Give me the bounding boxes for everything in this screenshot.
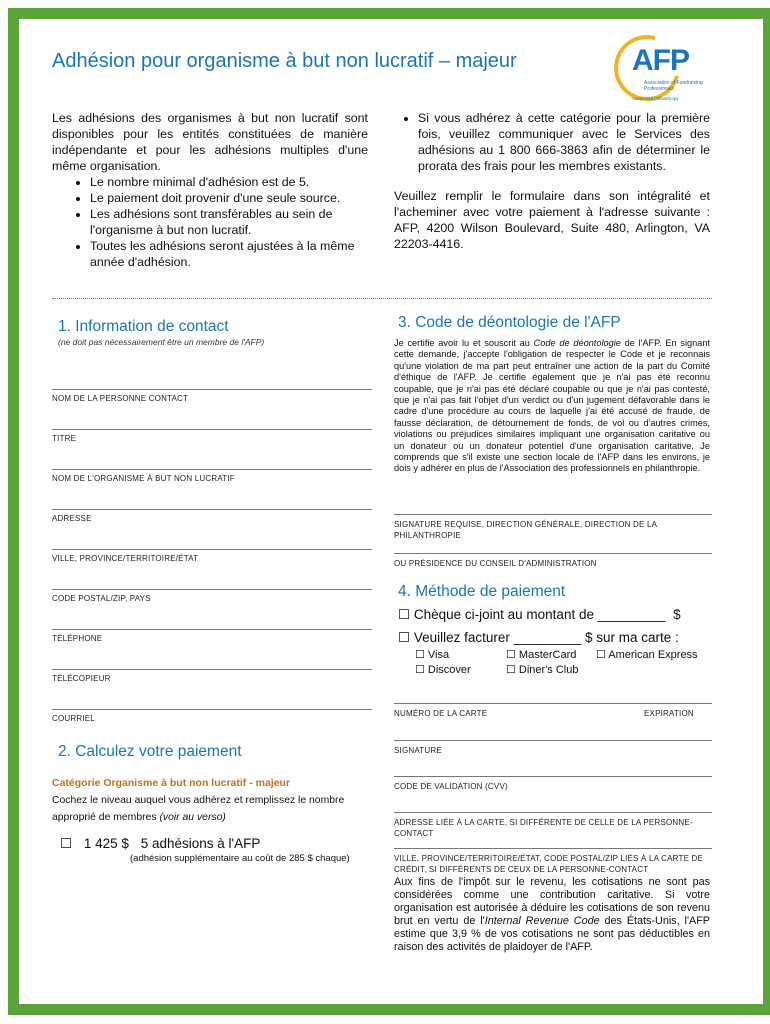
card-diners[interactable]: ☐ Diner's Club xyxy=(506,664,579,676)
intro-right-bullet: • Si vous adhérez à cette catégorie pour la première fois, veuillez communiquer avec le Services des adhésions au 1 800 666-3863 afin de déterminer le prorata des frais pour les membres existants. xyxy=(418,110,710,174)
intro-bullet: • Toutes les adhésions seront ajustées à la même année d'adhésion. xyxy=(90,238,368,270)
section-divider xyxy=(52,298,712,299)
ethics-text xyxy=(394,338,710,475)
intro-right-paragraph: Veuillez remplir le formulaire dans son intégralité et l'acheminer avec votre paiement à l'adresse suivante : AFP, 4200 Wilson Boulevard, Suite 480, Arlington, VA 22203-4416. xyxy=(394,189,710,251)
fax-field[interactable]: TÉLÉCOPIEUR xyxy=(52,669,372,683)
intro-paragraph: Les adhésions des organismes à but non lucratif sont disponibles pour les entités constituées de manière indépendante et pour les adhésions multiples d'une même organisation. xyxy=(52,111,368,173)
signature-required-field[interactable]: SIGNATURE REQUISE, DIRECTION GÉNÉRALE, DIRECTION DE LA PHILANTHROPIE xyxy=(394,514,712,541)
title-field[interactable]: TITRE xyxy=(52,429,372,443)
card-visa[interactable]: ☐ Visa xyxy=(415,649,450,661)
city-field[interactable]: VILLE, PROVINCE/TERRITOIRE/ÉTAT xyxy=(52,549,372,563)
section2-title: 2. Calculez votre paiement xyxy=(58,743,242,760)
expiration-label: EXPIRATION xyxy=(644,709,694,718)
postal-code-field[interactable]: CODE POSTAL/ZIP, PAYS xyxy=(52,589,372,603)
section4-title: 4. Méthode de paiement xyxy=(398,583,566,600)
card-city-field[interactable]: VILLE, PROVINCE/TERRITOIRE/ÉTAT, CODE POSTAL/ZIP LIÉS À LA CARTE DE CRÉDIT, SI DIFFÉRENTS DE CEUX DE LA PERSONNE-CONTACT xyxy=(394,848,712,875)
invoice-blank[interactable]: _________ xyxy=(513,630,582,645)
intro-bullet: • Le paiement doit provenir d'une seule source. xyxy=(90,190,368,206)
invoice-after: $ sur ma carte : xyxy=(585,630,679,645)
section3-title: 3. Code de déontologie de l'AFP xyxy=(398,314,621,331)
tax-note xyxy=(394,876,710,954)
intro-bullet: • Les adhésions sont transférables au sein de l'organisme à but non lucratif. xyxy=(90,206,368,238)
price-option[interactable] xyxy=(52,836,260,852)
phone-field[interactable]: TÉLÉPHONE xyxy=(52,629,372,643)
cheque-label[interactable]: ☐ Chèque ci-joint au montant de xyxy=(398,607,594,622)
contact-name-field[interactable]: NOM DE LA PERSONNE CONTACT xyxy=(52,389,372,403)
invoice-label[interactable]: ☐ Veuillez facturer xyxy=(398,630,510,645)
cheque-option[interactable] xyxy=(398,607,681,623)
card-mastercard[interactable]: ☐ MasterCard xyxy=(506,649,577,661)
email-field[interactable]: COURRIEL xyxy=(52,709,372,723)
card-signature-field[interactable]: SIGNATURE xyxy=(394,740,712,756)
organization-field[interactable]: NOM DE L'ORGANISME À BUT NON LUCRATIF xyxy=(52,469,372,483)
price-note: (adhésion supplémentaire au coût de 285 $ chaque) xyxy=(130,853,350,864)
section1-title: 1. Information de contact xyxy=(58,318,229,335)
intro-left xyxy=(52,110,368,270)
tax-after: des États-Unis, l'AFP estime que 3,9 % de vos cotisations ne sont pas déductibles en raison des activités de plaidoyer de l'AFP. xyxy=(394,915,711,953)
ethics-text-before: Je certifie avoir lu et souscrit au xyxy=(394,338,534,348)
price-amount: 1 425 $ xyxy=(83,836,129,851)
cheque-unit: $ xyxy=(673,607,681,622)
intro-right-bullets xyxy=(394,110,710,174)
afp-logo xyxy=(612,30,712,110)
logo-subtitle: Association of Fundraising Professionals xyxy=(644,80,703,92)
ethics-code-italic: Code de déontologie xyxy=(533,338,621,348)
invoice-option[interactable] xyxy=(398,630,679,646)
intro-bullet: • Le nombre minimal d'adhésion est de 5. xyxy=(90,174,368,190)
cvv-field[interactable]: CODE DE VALIDATION (CVV) xyxy=(394,776,712,792)
presidency-field[interactable]: OU PRÉSIDENCE DU CONSEIL D'ADMINISTRATION xyxy=(394,553,712,569)
price-label: 5 adhésions à l'AFP xyxy=(140,836,261,851)
intro-right xyxy=(394,110,710,252)
page-title: Adhésion pour organisme à but non lucratif – majeur xyxy=(52,50,517,72)
intro-bullets xyxy=(52,174,368,270)
instruction-text: Cochez le niveau auquel vous adhérez et remplissez le nombre approprié de membres xyxy=(52,795,345,823)
logo-tagline: Advancing philanthropy xyxy=(632,96,679,101)
logo-text: AFP xyxy=(632,44,689,77)
section1-note: (ne doit pas nécessairement être un membre de l'AFP) xyxy=(58,337,265,347)
tax-before: Aux fins de l'impôt sur le revenu, les cotisations ne sont pas considérées comme une contribution caritative. Si votre organisation est autorisée à déduire les cotisations de son revenu brut en vertu de l' xyxy=(394,876,710,927)
ethics-text-after: de l'AFP. En signant cette demande, j'accepte l'obligation de respecter le Code et je reconnais qu'une violation de ma part peut entraîner une action de la part du Comité d'éthique de l'AFP. Je certifie également que je n'ai pas été reconnu coupable, que je n'ai pas été déclaré coupable ou que je n'ai pas contesté, que je n'ai pas fait l'objet d'un verdict ou d'un jugement défavorable dans le cadre d'une procédure au cours de laquelle j'ai été accusé de fraude, de fausse déclaration, de détournement de fonds, de vol ou d'autres crimes, violations ou préjudices similaires impliquant une organisation caritative ou un donateur ou un donateur potentiel d'une organisation caritative. Je comprends que s'il existe une section locale de l'AFP dans les environs, je dois y adhérer en plus de l'Association des professionnels en philanthropie. xyxy=(394,338,711,474)
card-discover[interactable]: ☐ Discover xyxy=(415,664,471,676)
card-number-field[interactable] xyxy=(394,703,712,719)
card-address-field[interactable]: ADRESSE LIÉE À LA CARTE, SI DIFFÉRENTE DE CELLE DE LA PERSONNE-CONTACT xyxy=(394,812,712,839)
card-number-label: NUMÉRO DE LA CARTE xyxy=(394,709,488,718)
address-field[interactable]: ADRESSE xyxy=(52,509,372,523)
category-instruction xyxy=(52,792,372,826)
instruction-italic: (voir au verso) xyxy=(159,812,226,823)
card-amex[interactable]: ☐ American Express xyxy=(596,649,698,661)
category-title: Catégorie Organisme à but non lucratif - majeur xyxy=(52,777,291,789)
cheque-blank[interactable]: _________ xyxy=(597,607,666,622)
checkbox-icon[interactable]: ☐ xyxy=(60,836,73,851)
tax-italic: Internal Revenue Code xyxy=(484,915,600,927)
